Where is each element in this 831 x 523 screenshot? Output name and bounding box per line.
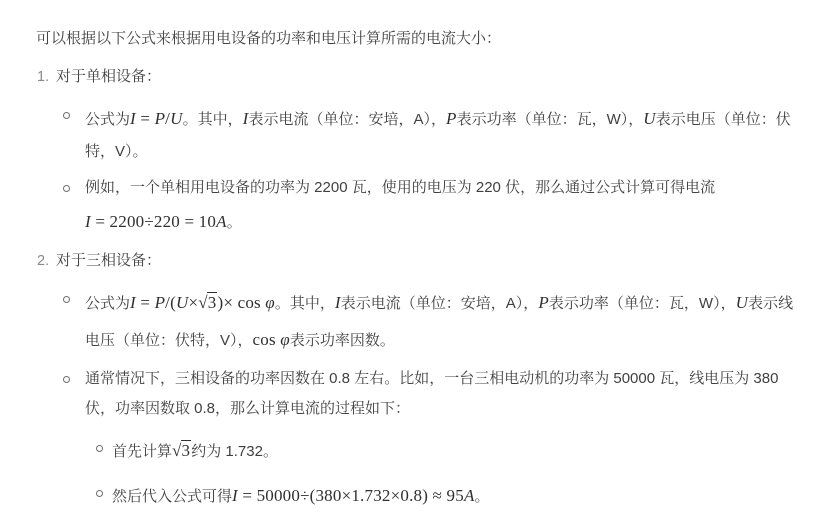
bullet-item-formula [56,100,801,167]
bullet-content: 公式为I = P/U。其中，I表示电流（单位：安培，A），P表示功率（单位：瓦，W），U表示电压（单位：伏特，V）。 [85,109,791,160]
list-item-three-phase [36,246,801,514]
bullet-icon [63,296,70,303]
bullet-content: 然后代入公式可得I = 50000÷(380×1.732×0.8) ≈ 95A。 [112,486,490,505]
bullet-item-example [56,364,801,514]
bullet-list [56,100,801,240]
bullet-content: 公式为I = P/(U×√3)× cos φ。其中，I表示电流（单位：安培，A），P表示功率（单位：瓦，W），U表示线电压（单位：伏特，V），cos φ表示功率因数。 [85,293,794,349]
intro-paragraph: 可以根据以下公式来根据用电设备的功率和电压计算所需的电流大小： [36,30,502,47]
bullet-icon [63,376,70,383]
nested-bullet-list [85,432,801,514]
bullet-list [56,284,801,514]
bullet-item-formula [56,284,801,358]
list-item-title: 对于单相设备： [56,68,162,85]
bullet-content: 通常情况下，三相设备的功率因数在 0.8 左右。比如，一台三相电动机的功率为 50000 瓦，线电压为 380 伏，功率因数取 0.8，那么计算电流的过程如下： [85,370,779,417]
bullet-icon [63,185,70,192]
bullet-icon [96,445,103,452]
list-number: 2. [37,253,50,269]
bullet-item-example [56,173,801,240]
bullet-icon [96,490,103,497]
list-item-single-phase [36,62,801,240]
list-number: 1. [37,69,50,85]
bullet-icon [63,112,70,119]
bullet-content: 例如，一个单相用电设备的功率为 2200 瓦，使用的电压为 220 伏，那么通过公式计算可得电流 I = 2200÷220 = 10A。 [85,179,716,231]
bullet-content: 首先计算√3约为 1.732。 [112,441,278,460]
sub-bullet-item-result-step [85,477,801,514]
list-item-title: 对于三相设备： [56,252,162,269]
numbered-list [36,62,801,514]
sub-bullet-item-sqrt-step [85,432,801,469]
